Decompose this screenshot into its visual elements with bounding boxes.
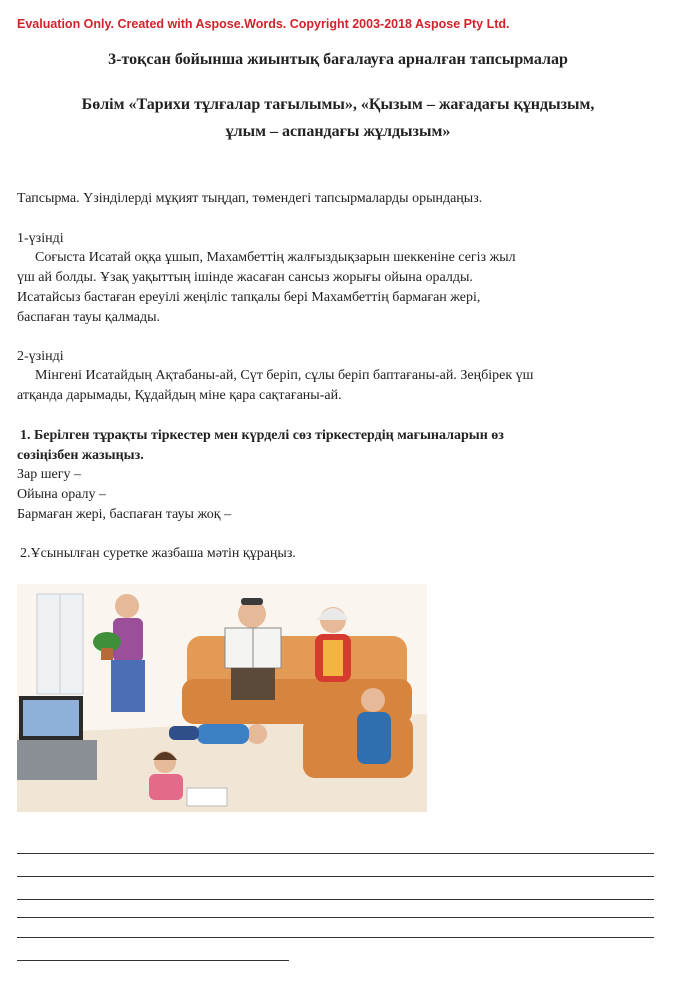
excerpt-2-heading: 2-үзінді xyxy=(17,349,64,364)
evaluation-watermark: Evaluation Only. Created with Aspose.Words. Copyright 2003-2018 Aspose Pty Ltd. xyxy=(17,17,510,31)
section-heading-line-1: Бөлім «Тарихи тұлғалар тағылымы», «Қызым – жағадағы құндызым, xyxy=(81,96,595,113)
family-living-room-illustration xyxy=(17,584,427,812)
answer-line[interactable] xyxy=(17,960,289,961)
excerpt-1-line: үш ай болды. Ұзақ уақыттың ішінде жасаған сансыз жорығы ойына оралды. xyxy=(17,270,473,285)
task-1-item: Ойына оралу – xyxy=(17,487,107,502)
instruction-text: Тапсырма. Үзінділерді мұқият тыңдап, төмендегі тапсырмаларды орындаңыз. xyxy=(17,191,483,206)
task-1-prompt-continued: сөзіңізбен жазыңыз. xyxy=(17,448,144,463)
section-heading-line-2: ұлым – аспандағы жұлдызым» xyxy=(225,123,451,140)
section-heading xyxy=(0,91,676,145)
excerpt-1-line: Соғыста Исатай оққа ұшып, Махамбеттің жалғыздықзарын шеккеніне сегіз жыл xyxy=(35,250,516,265)
task-1-item: Зар шегу – xyxy=(17,467,81,482)
excerpt-1-line: баспаған тауы қалмады. xyxy=(17,310,161,325)
answer-line[interactable] xyxy=(17,876,654,877)
task-2-prompt: 2.Ұсынылған суретке жазбаша мәтін құраңыз. xyxy=(20,546,296,561)
excerpt-2-line: атқанда дарымады, Құдайдың міне қара сақтағаны-ай. xyxy=(17,388,342,403)
answer-line[interactable] xyxy=(17,899,654,900)
excerpt-1-line: Исатайсыз бастаған ереуілі жеңіліс тапқалы бері Махамбеттің бармаған жері, xyxy=(17,290,481,305)
excerpt-1-heading: 1-үзінді xyxy=(17,231,64,246)
excerpt-2-line: Мінгені Исатайдың Ақтабаны-ай, Сүт беріп, сұлы беріп баптағаны-ай. Зеңбірек үш xyxy=(35,368,534,383)
answer-line[interactable] xyxy=(17,853,654,854)
task-1-prompt: 1. Берілген тұрақты тіркестер мен күрделі сөз тіркестердің мағыналарын өз xyxy=(20,428,504,443)
answer-line[interactable] xyxy=(17,937,654,938)
task-1-item: Бармаған жері, баспаған тауы жоқ – xyxy=(17,507,232,522)
answer-line[interactable] xyxy=(17,917,654,918)
page-title: 3-тоқсан бойынша жиынтық бағалауға арналған тапсырмалар xyxy=(108,51,568,68)
